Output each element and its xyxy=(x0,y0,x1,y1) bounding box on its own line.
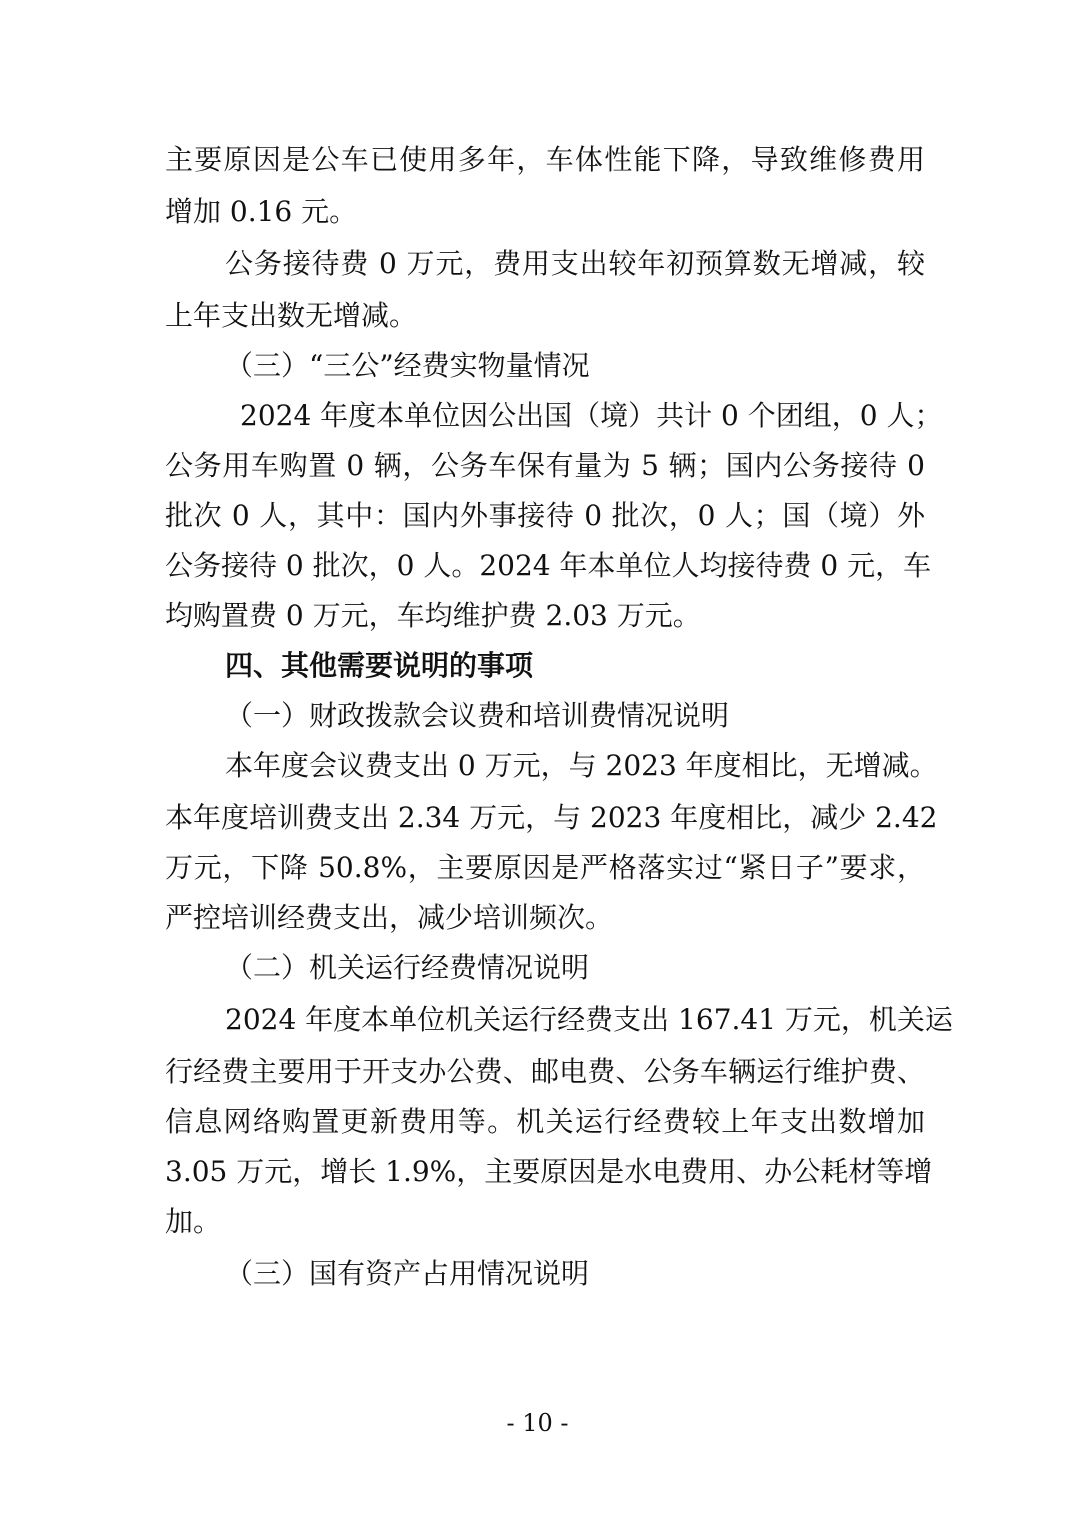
section-heading-other-matters: 四、其他需要说明的事项 xyxy=(225,649,534,682)
text-line: 万元，下降 50.8%，主要原因是严格落实过“紧日子”要求， xyxy=(165,851,925,884)
text-line: 加。 xyxy=(165,1205,222,1238)
text-line: 严控培训经费支出，减少培训频次。 xyxy=(165,901,614,934)
text-line: 均购置费 0 万元，车均维护费 2.03 万元。 xyxy=(165,599,701,632)
subsection-heading-operating-costs: （二）机关运行经费情况说明 xyxy=(225,951,590,984)
text-line: 公务用车购置 0 辆，公务车保有量为 5 辆；国内公务接待 0 xyxy=(165,449,925,482)
subsection-heading-sangong: （三）“三公”经费实物量情况 xyxy=(225,349,590,382)
text-line: 批次 0 人，其中：国内外事接待 0 批次，0 人；国（境）外 xyxy=(165,499,925,532)
text-line: 上年支出数无增减。 xyxy=(165,299,418,332)
text-line: 行经费主要用于开支办公费、邮电费、公务车辆运行维护费、 xyxy=(165,1055,925,1088)
text-line: 信息网络购置更新费用等。机关运行经费较上年支出数增加 xyxy=(165,1105,925,1138)
subsection-heading-state-assets: （三）国有资产占用情况说明 xyxy=(225,1257,590,1290)
text-line: 2024 年度本单位因公出国（境）共计 0 个团组，0 人； xyxy=(240,399,943,432)
text-line: 2024 年度本单位机关运行经费支出 167.41 万元，机关运 xyxy=(225,1003,953,1036)
page-number: - 10 - xyxy=(506,1409,569,1437)
text-line: 主要原因是公车已使用多年，车体性能下降，导致维修费用 xyxy=(165,143,925,176)
text-line: 公务接待费 0 万元，费用支出较年初预算数无增减，较 xyxy=(225,247,925,280)
text-line: 公务接待 0 批次，0 人。2024 年本单位人均接待费 0 元，车 xyxy=(165,549,932,582)
text-line: 增加 0.16 元。 xyxy=(165,195,358,228)
subsection-heading-meeting-training: （一）财政拨款会议费和培训费情况说明 xyxy=(225,699,730,732)
text-line: 本年度会议费支出 0 万元，与 2023 年度相比，无增减。 xyxy=(225,749,938,782)
text-line: 本年度培训费支出 2.34 万元，与 2023 年度相比，减少 2.42 xyxy=(165,801,938,834)
text-line: 3.05 万元，增长 1.9%，主要原因是水电费用、办公耗材等增 xyxy=(165,1155,933,1188)
